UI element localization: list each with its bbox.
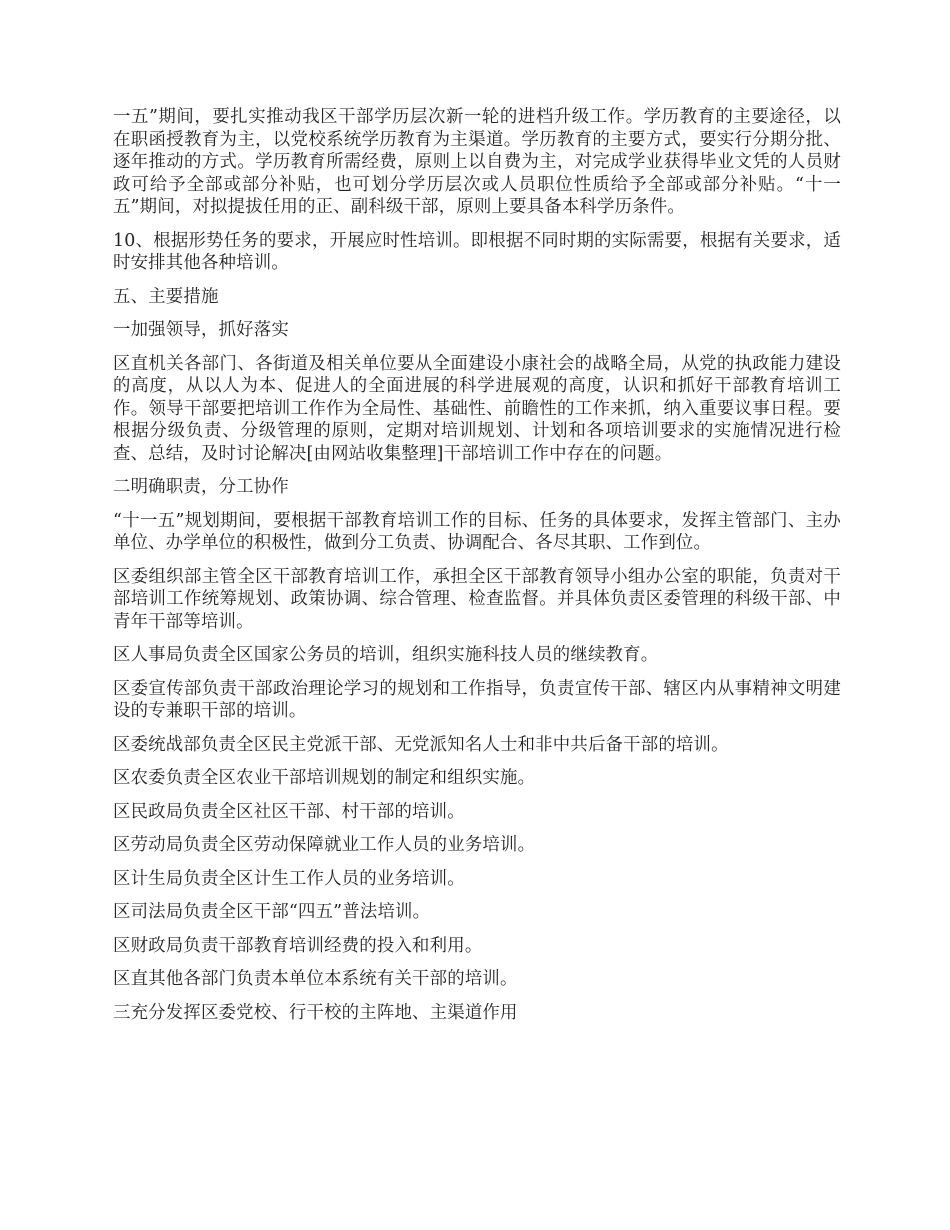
paragraph-other-departments: 区直其他各部门负责本单位本系统有关干部的培训。: [113, 969, 518, 989]
paragraph-division-of-labor: “十一五”规划期间，要根据干部教育培训工作的目标、任务的具体要求，发挥主管部门、主办单位、办学单位的积极性，做到分工负责、协调配合、各尽其职、工作到位。: [113, 510, 841, 553]
paragraph-united-front-dept: 区委统战部负责全区民主党派干部、无党派知名人士和非中共后备干部的培训。: [113, 734, 729, 755]
paragraph-education-upgrade: 一五”期间，要扎实推动我区干部学历层次新一轮的进档升级工作。学历教育的主要途径，以在职函授教育为主，以党校系统学历教育为主渠道。学历教育的主要方式，要实行分期分批、逐年推动的方式。学历教育所需经费，原则上以自费为主，对完成学业获得毕业文凭的人员财政可给予全部或部分补贴，也可划分学历层次或人员职位性质给予全部或部分补贴。“十一五”期间，对拟提拔任用的正、副科级干部，原则上要具备本科学历条件。: [113, 107, 841, 217]
paragraph-leadership: 区直机关各部门、各街道及相关单位要从全面建设小康社会的战略全局，从党的执政能力建设的高度，从以人为本、促进人的全面进展的科学进展观的高度，认识和抓好干部教育培训工作。领导干部要把培训工作作为全局性、基础性、前瞻性的工作来抓，纳入重要议事日程。要根据分级负责、分级管理的原则，定期对培训规划、计划和各项培训要求的实施情况进行检查、总结，及时讨论解决[由网站收集整理]干部培训工作中存在的问题。: [113, 353, 841, 464]
paragraph-personnel-bureau: 区人事局负责全区国家公务员的培训，组织实施科技人员的继续教育。: [113, 645, 659, 665]
paragraph-family-planning-bureau: 区计生局负责全区计生工作人员的业务培训。: [113, 868, 465, 889]
paragraph-finance-bureau: 区财政局负责干部教育培训经费的投入和利用。: [113, 935, 483, 956]
paragraph-justice-bureau: 区司法局负责全区干部“四五”普法培训。: [113, 902, 431, 922]
document-body: [113, 106, 841, 1035]
subheading-responsibilities: 二明确职责，分工协作: [113, 477, 289, 497]
paragraph-agriculture-committee: 区农委负责全区农业干部培训规划的制定和组织实施。: [113, 768, 536, 788]
paragraph-civil-affairs-bureau: 区民政局负责全区社区干部、村干部的培训。: [113, 801, 465, 822]
paragraph-item-10: 10、根据形势任务的要求，开展应时性培训。即根据不同时期的实际需要，根据有关要求，适时安排其他各种培训。: [113, 230, 841, 273]
paragraph-propaganda-dept: 区委宣传部负责干部政治理论学习的规划和工作指导，负责宣传干部、辖区内从事精神文明建设的专兼职干部的培训。: [113, 678, 841, 721]
subheading-party-school: 三充分发挥区委党校、行干校的主阵地、主渠道作用: [113, 1002, 518, 1023]
section-heading-measures: 五、主要措施: [113, 286, 219, 307]
paragraph-organization-dept: 区委组织部主管全区干部教育培训工作，承担全区干部教育领导小组办公室的职能，负责对干部培训工作统筹规划、政策协调、综合管理、检查监督。并具体负责区委管理的科级干部、中青年干部等培训。: [113, 566, 841, 632]
paragraph-labor-bureau: 区劳动局负责全区劳动保障就业工作人员的业务培训。: [113, 835, 536, 855]
subheading-leadership: 一加强领导，抓好落实: [113, 320, 289, 340]
